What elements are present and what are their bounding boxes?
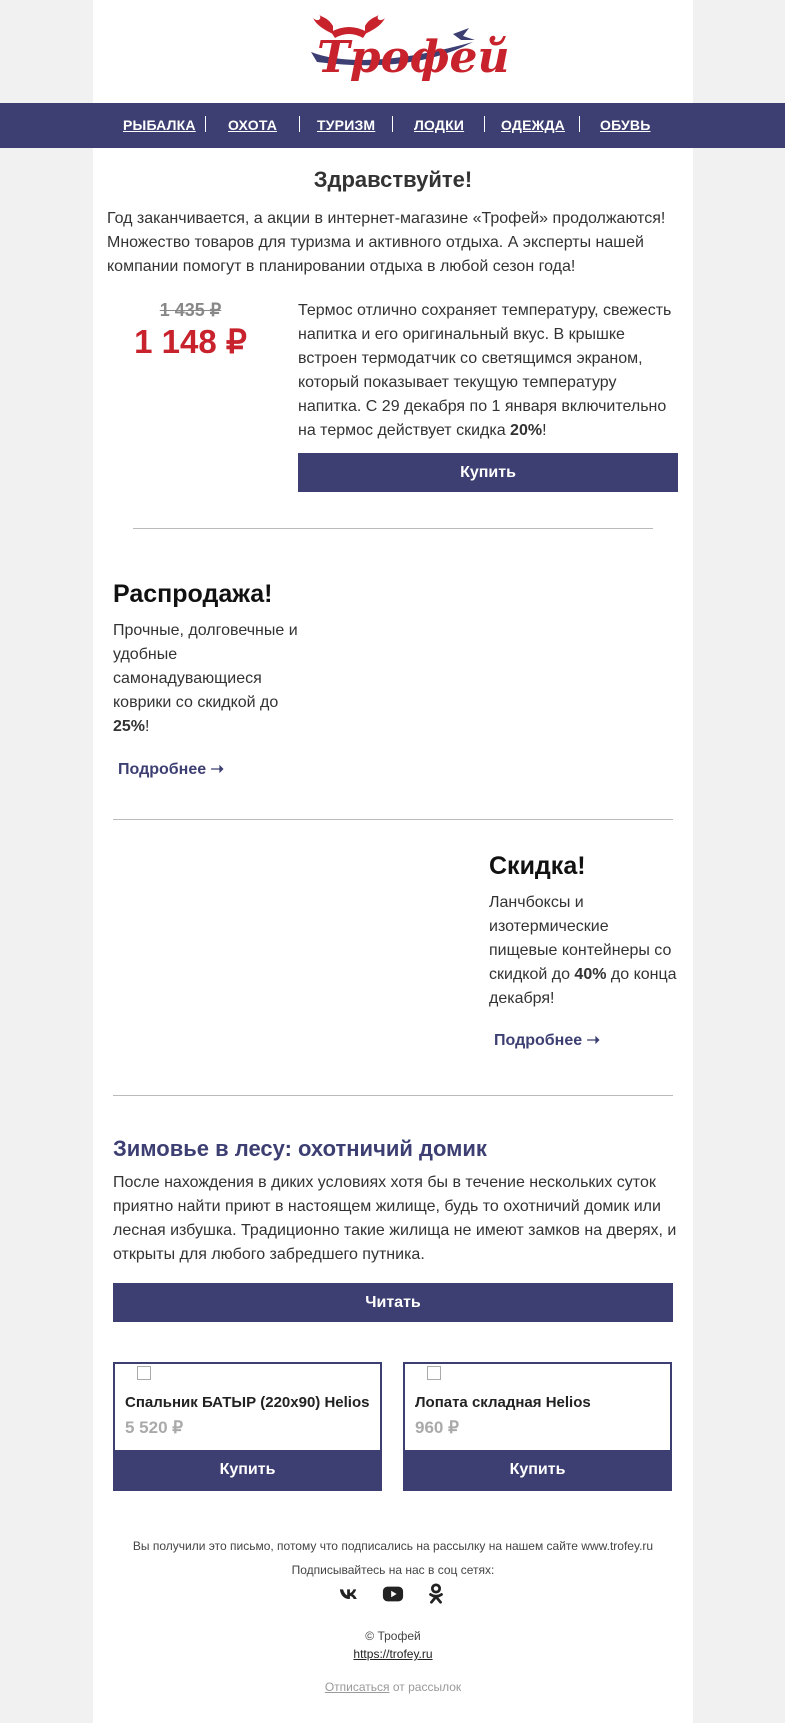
discount-more-link[interactable]: Подробнее ➝ bbox=[494, 1032, 600, 1049]
nav-item-boats[interactable]: ЛОДКИ bbox=[414, 117, 465, 133]
divider bbox=[133, 528, 653, 529]
sale-heading: Распродажа! bbox=[113, 580, 273, 608]
divider bbox=[113, 1095, 673, 1096]
product-image[interactable] bbox=[137, 1366, 151, 1380]
copyright: © Трофей bbox=[365, 1629, 421, 1643]
thermos-buy-button[interactable]: Купить bbox=[298, 453, 678, 492]
nav-divider bbox=[484, 116, 485, 132]
divider bbox=[113, 819, 673, 820]
vk-icon[interactable] bbox=[338, 1583, 360, 1605]
social-prompt: Подписывайтесь на нас в соц сетях: bbox=[291, 1563, 495, 1577]
article-heading: Зимовье в лесу: охотничий домик bbox=[113, 1136, 487, 1161]
site-link[interactable]: https://trofey.ru bbox=[353, 1647, 433, 1661]
nav-divider bbox=[579, 116, 580, 132]
product-buy-button[interactable]: Купить bbox=[115, 1450, 380, 1489]
greeting-heading: Здравствуйте! bbox=[313, 167, 473, 192]
product-buy-button[interactable]: Купить bbox=[405, 1450, 670, 1489]
odnoklassniki-icon[interactable] bbox=[426, 1583, 446, 1605]
sale-description: Прочные, долговечные и удобные самонадувающиеся коврики со скидкой до 25%! bbox=[113, 622, 298, 735]
top-nav bbox=[0, 103, 785, 148]
email-body bbox=[93, 0, 693, 1723]
read-button[interactable]: Читать bbox=[113, 1283, 673, 1322]
nav-item-clothing[interactable]: ОДЕЖДА bbox=[501, 117, 565, 133]
subscription-note: Вы получили это письмо, потому что подписались на рассылку на нашем сайте www.trofey.ru bbox=[132, 1539, 654, 1553]
intro-text: Год заканчивается, а акции в интернет-магазине «Трофей» продолжаются! Множество товаров для туризма и активного отдыха. А эксперты нашей компании помогут в планировании отдыха в любой сезон года! bbox=[107, 210, 666, 275]
nav-item-footwear[interactable]: ОБУВЬ bbox=[600, 117, 651, 133]
new-price: 1 148 ₽ bbox=[134, 323, 247, 360]
discount-description: Ланчбоксы и изотермические пищевые контейнеры со скидкой до 40% до конца декабря! bbox=[489, 894, 677, 1007]
nav-item-hunting[interactable]: ОХОТА bbox=[228, 117, 278, 133]
discount-value: 40% bbox=[574, 966, 607, 983]
product-name[interactable]: Лопата складная Helios bbox=[415, 1394, 591, 1411]
nav-item-fishing[interactable]: РЫБАЛКА bbox=[123, 117, 196, 133]
product-card bbox=[113, 1362, 382, 1491]
nav-divider bbox=[205, 116, 206, 132]
nav-item-tourism[interactable]: ТУРИЗМ bbox=[317, 117, 376, 133]
product-price: 960 ₽ bbox=[415, 1418, 459, 1437]
product-image[interactable] bbox=[427, 1366, 441, 1380]
youtube-icon[interactable] bbox=[381, 1583, 405, 1605]
discount-heading: Скидка! bbox=[489, 852, 586, 880]
product-card bbox=[403, 1362, 672, 1491]
product-name[interactable]: Спальник БАТЫР (220х90) Helios bbox=[125, 1394, 370, 1411]
nav-divider bbox=[392, 116, 393, 132]
product-price: 5 520 ₽ bbox=[125, 1418, 184, 1437]
nav-divider bbox=[299, 116, 300, 132]
thermos-discount: 20% bbox=[510, 422, 543, 439]
sale-discount: 25% bbox=[113, 718, 146, 735]
thermos-description: Термос отлично сохраняет температуру, свежесть напитка и его оригинальный вкус. В крышке встроен термодатчик со светящимся экраном, который показывает текущую температуру напитка. С 29 декабря по 1 января включительно на термос действует скидка 20%! bbox=[298, 302, 672, 439]
logo-text: Трофей bbox=[317, 32, 510, 83]
unsubscribe-link[interactable]: Отписаться bbox=[324, 1680, 390, 1694]
header bbox=[93, 0, 693, 103]
unsubscribe-line: Отписаться от рассылок bbox=[324, 1680, 462, 1694]
sale-more-link[interactable]: Подробнее ➝ bbox=[118, 761, 224, 778]
article-text: После нахождения в диких условиях хотя бы в течение нескольких суток приятно найти приют в настоящем жилище, будь то охотничий домик или лесная избушка. Традиционно такие жилища не имеют замков на дверях, и открыты для любого забредшего путника. bbox=[113, 1174, 677, 1263]
old-price: 1 435 ₽ bbox=[159, 300, 222, 320]
trofey-logo[interactable] bbox=[303, 12, 510, 90]
